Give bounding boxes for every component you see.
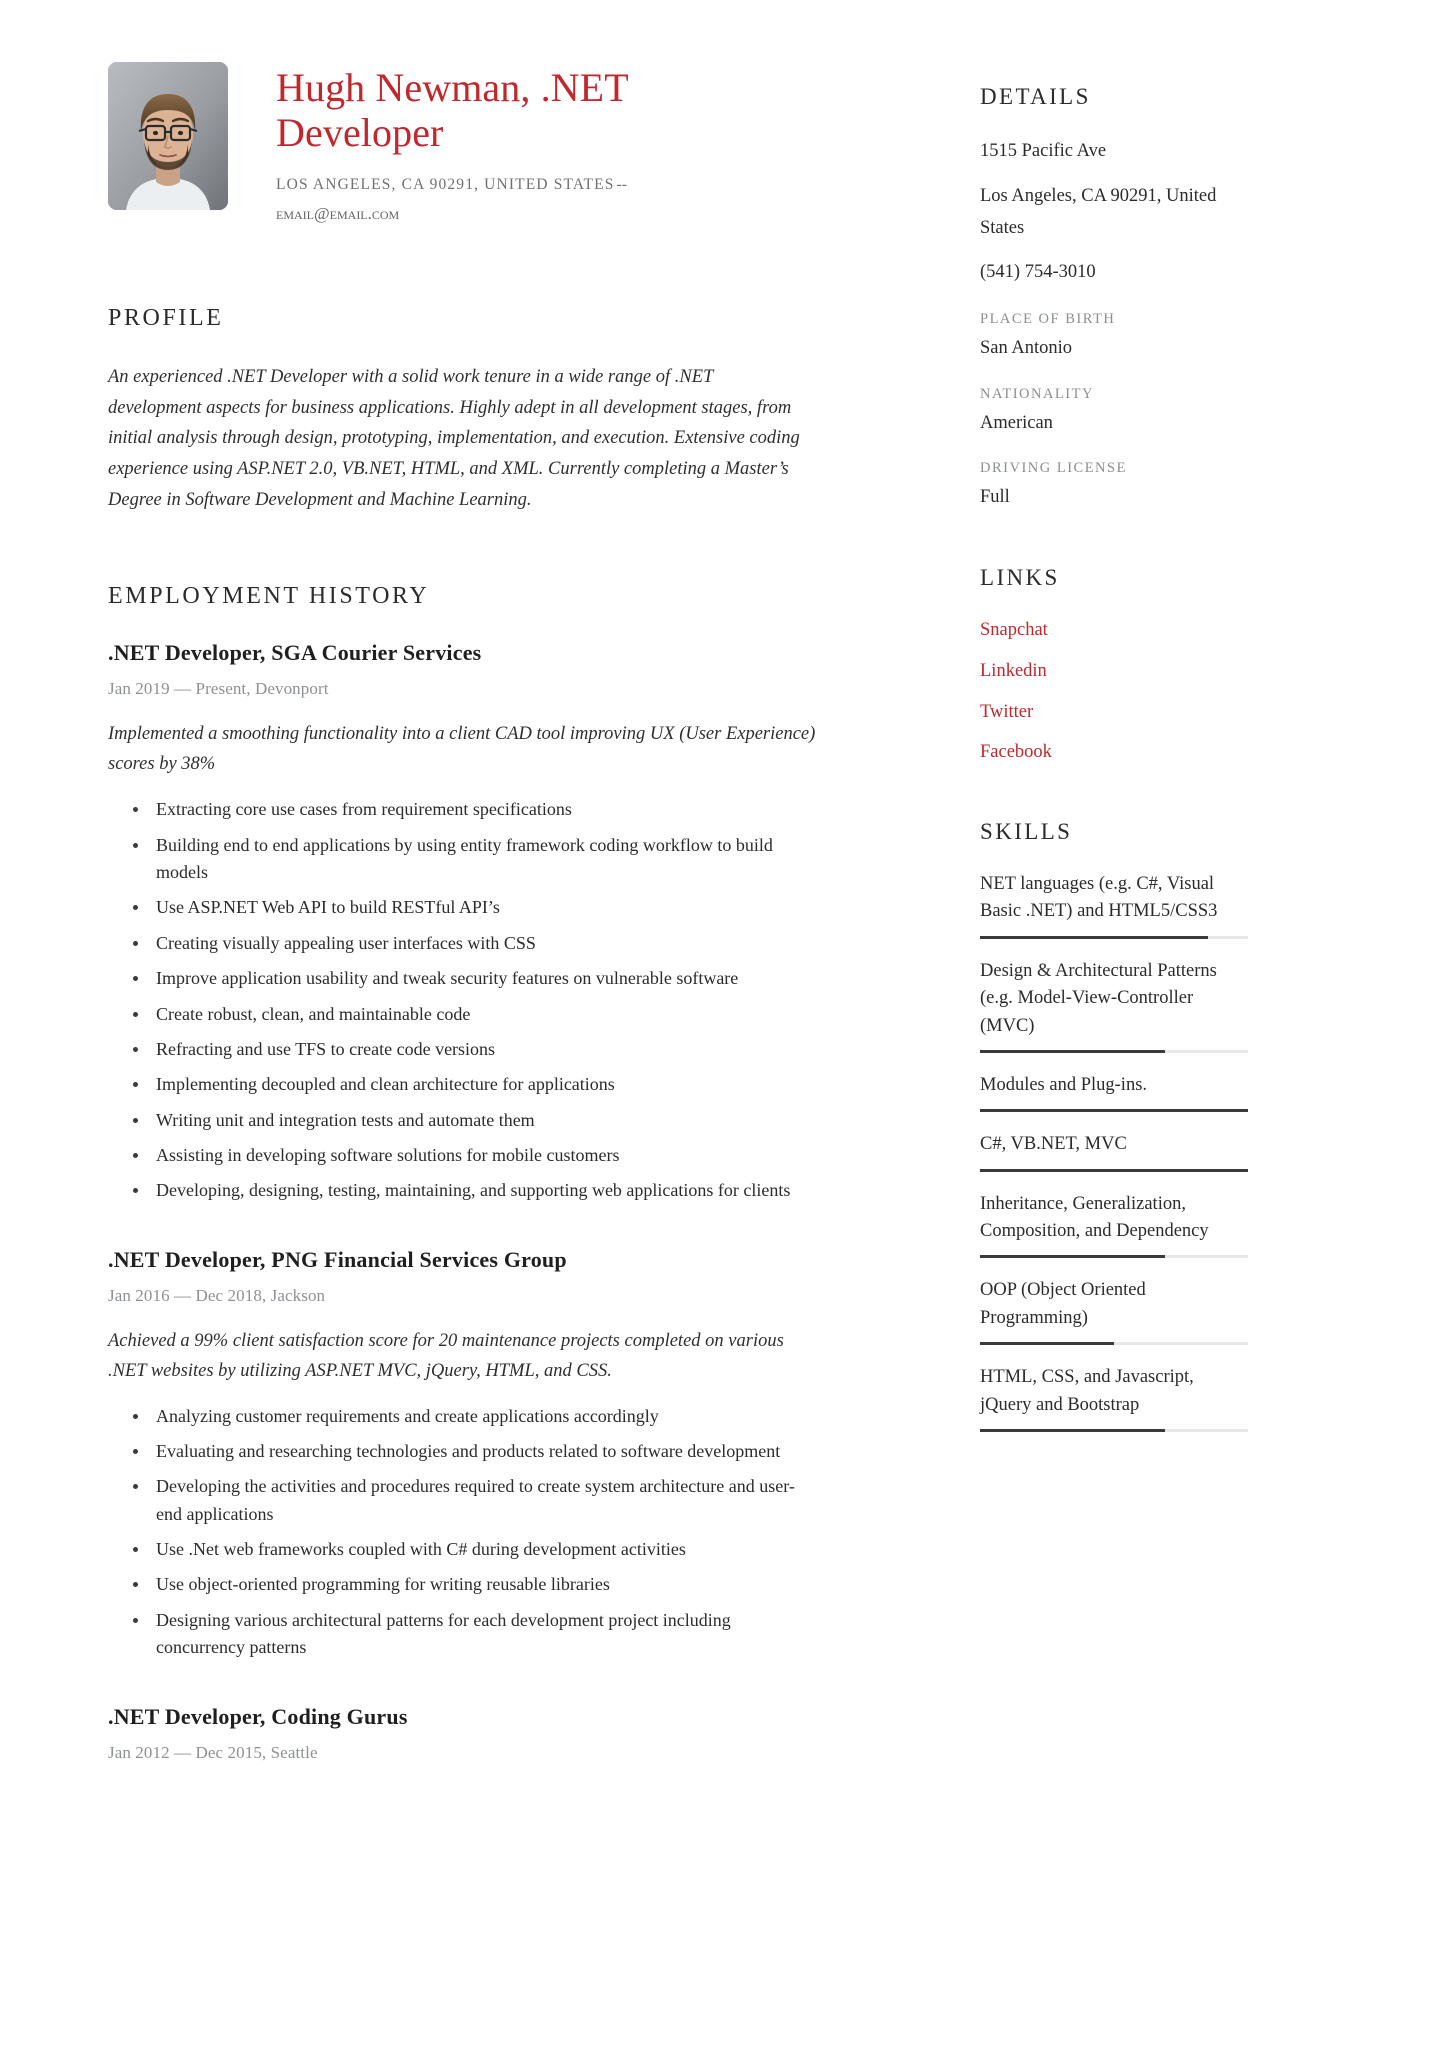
list-item: Implementing decoupled and clean architecture for applications	[130, 1071, 820, 1098]
list-item: Developing the activities and procedures required to create system architecture and user-end applications	[130, 1473, 820, 1528]
skill-rating-bar	[980, 1255, 1248, 1258]
avatar	[108, 62, 228, 210]
detail-label-place-of-birth: PLACE OF BIRTH	[980, 311, 1116, 328]
details-section	[980, 84, 1248, 513]
skill-item	[980, 1364, 1248, 1432]
skill-rating-bar	[980, 1109, 1248, 1112]
job-meta: Jan 2016 — Dec 2018, Jackson	[108, 1285, 326, 1305]
list-item: Use .Net web frameworks coupled with C# during development activities	[130, 1536, 820, 1563]
header-text-block	[276, 62, 706, 227]
list-item: Designing various architectural patterns for each development project including concurrency patterns	[130, 1607, 820, 1662]
list-item: Assisting in developing software solutions for mobile customers	[130, 1142, 820, 1169]
list-item: Use ASP.NET Web API to build RESTful API’s	[130, 894, 820, 921]
details-section-title: DETAILS	[980, 84, 1091, 109]
detail-label-nationality: NATIONALITY	[980, 385, 1094, 402]
skills-section-title: SKILLS	[980, 819, 1073, 845]
job-entry	[108, 640, 920, 1204]
link-twitter[interactable]: Twitter	[980, 701, 1034, 722]
job-bullet-list	[130, 1403, 920, 1662]
skill-label: HTML, CSS, and Javascript, jQuery and Bootstrap	[980, 1367, 1194, 1415]
contact-line	[276, 173, 706, 227]
links-section	[980, 565, 1248, 767]
employment-section	[108, 583, 920, 1762]
job-meta: Jan 2012 — Dec 2015, Seattle	[108, 1742, 318, 1762]
skill-item	[980, 871, 1248, 939]
contact-email[interactable]: email@email.com	[276, 203, 400, 223]
skills-section	[980, 819, 1248, 1432]
job-title: .NET Developer, PNG Financial Services Group	[108, 1246, 567, 1272]
detail-phone: (541) 754-3010	[980, 262, 1096, 283]
sidebar	[980, 62, 1248, 1484]
skill-rating-bar	[980, 1429, 1248, 1432]
job-entry	[108, 1704, 920, 1763]
skill-rating-bar	[980, 936, 1248, 939]
employment-section-title: EMPLOYMENT HISTORY	[108, 583, 430, 610]
main-column	[108, 62, 980, 1823]
link-linkedin[interactable]: Linkedin	[980, 660, 1047, 681]
list-item: Developing, designing, testing, maintaining, and supporting web applications for clients	[130, 1177, 820, 1204]
skill-label: Inheritance, Generalization, Composition, and Dependency	[980, 1193, 1209, 1242]
skill-rating-fill	[980, 1169, 1248, 1172]
skill-rating-bar	[980, 1169, 1248, 1172]
job-title: .NET Developer, Coding Gurus	[108, 1703, 408, 1729]
skill-rating-fill	[980, 936, 1208, 939]
skill-rating-fill	[980, 1255, 1165, 1258]
list-item: Refracting and use TFS to create code versions	[130, 1036, 820, 1063]
skill-item	[980, 958, 1248, 1053]
skill-label: OOP (Object Oriented Programming)	[980, 1280, 1146, 1328]
list-item: Writing unit and integration tests and automate them	[130, 1107, 820, 1134]
job-summary: Achieved a 99% client satisfaction score for 20 maintenance projects completed on various .NET websites by utilizing ASP.NET MVC, jQuery, HTML, and CSS.	[108, 1330, 784, 1381]
job-bullet-list	[130, 796, 920, 1204]
skill-item	[980, 1072, 1248, 1112]
skill-rating-bar	[980, 1342, 1248, 1345]
skill-label: NET languages (e.g. C#, Visual Basic .NET) and HTML5/CSS3	[980, 874, 1218, 922]
skill-label: Modules and Plug-ins.	[980, 1074, 1148, 1095]
list-item: Building end to end applications by using entity framework coding workflow to build models	[130, 832, 820, 887]
profile-text: An experienced .NET Developer with a solid work tenure in a wide range of .NET development aspects for business applications. Highly adept in all development stages, from initial analysis through design, prototyping, implementation, and execution. Extensive coding experience using ASP.NET 2.0, VB.NET, HTML, and XML. Currently completing a Master’s Degree in Software Development and Machine Learning.	[108, 366, 800, 510]
list-item: Evaluating and researching technologies and products related to software development	[130, 1438, 820, 1465]
profile-section	[108, 305, 920, 516]
skill-item	[980, 1131, 1248, 1171]
skill-label: Design & Architectural Patterns (e.g. Model-View-Controller (MVC)	[980, 960, 1217, 1036]
skill-rating-fill	[980, 1342, 1114, 1345]
skill-rating-fill	[980, 1109, 1248, 1112]
job-meta: Jan 2019 — Present, Devonport	[108, 679, 329, 699]
job-summary: Implemented a smoothing functionality into a client CAD tool improving UX (User Experience) scores by 38%	[108, 724, 816, 775]
link-facebook[interactable]: Facebook	[980, 742, 1052, 763]
list-item: Create robust, clean, and maintainable code	[130, 1001, 820, 1028]
links-section-title: LINKS	[980, 565, 1060, 591]
contact-separator: --	[616, 175, 627, 193]
skill-rating-fill	[980, 1050, 1165, 1053]
list-item: Improve application usability and tweak security features on vulnerable software	[130, 965, 820, 992]
resume-header	[108, 62, 920, 227]
profile-section-title: PROFILE	[108, 304, 224, 331]
list-item: Analyzing customer requirements and create applications accordingly	[130, 1403, 820, 1430]
job-title: .NET Developer, SGA Courier Services	[108, 640, 482, 666]
skill-rating-fill	[980, 1429, 1165, 1432]
list-item: Extracting core use cases from requirement specifications	[130, 796, 820, 823]
skill-item	[980, 1191, 1248, 1259]
list-item: Use object-oriented programming for writing reusable libraries	[130, 1571, 820, 1598]
contact-location: LOS ANGELES, CA 90291, UNITED STATES	[276, 175, 615, 193]
list-item: Creating visually appealing user interfaces with CSS	[130, 930, 820, 957]
detail-value-nationality: American	[980, 412, 1053, 433]
detail-address-line2: Los Angeles, CA 90291, United States	[980, 185, 1217, 238]
detail-label-driving-license: DRIVING LICENSE	[980, 460, 1127, 477]
job-entry	[108, 1247, 920, 1662]
detail-value-place-of-birth: San Antonio	[980, 338, 1072, 359]
link-snapchat[interactable]: Snapchat	[980, 620, 1048, 641]
detail-address-line1: 1515 Pacific Ave	[980, 141, 1107, 161]
skill-item	[980, 1277, 1248, 1345]
page-title: Hugh Newman, .NET Developer	[276, 65, 629, 155]
skill-label: C#, VB.NET, MVC	[980, 1134, 1127, 1155]
skill-rating-bar	[980, 1050, 1248, 1053]
detail-value-driving-license: Full	[980, 487, 1010, 508]
